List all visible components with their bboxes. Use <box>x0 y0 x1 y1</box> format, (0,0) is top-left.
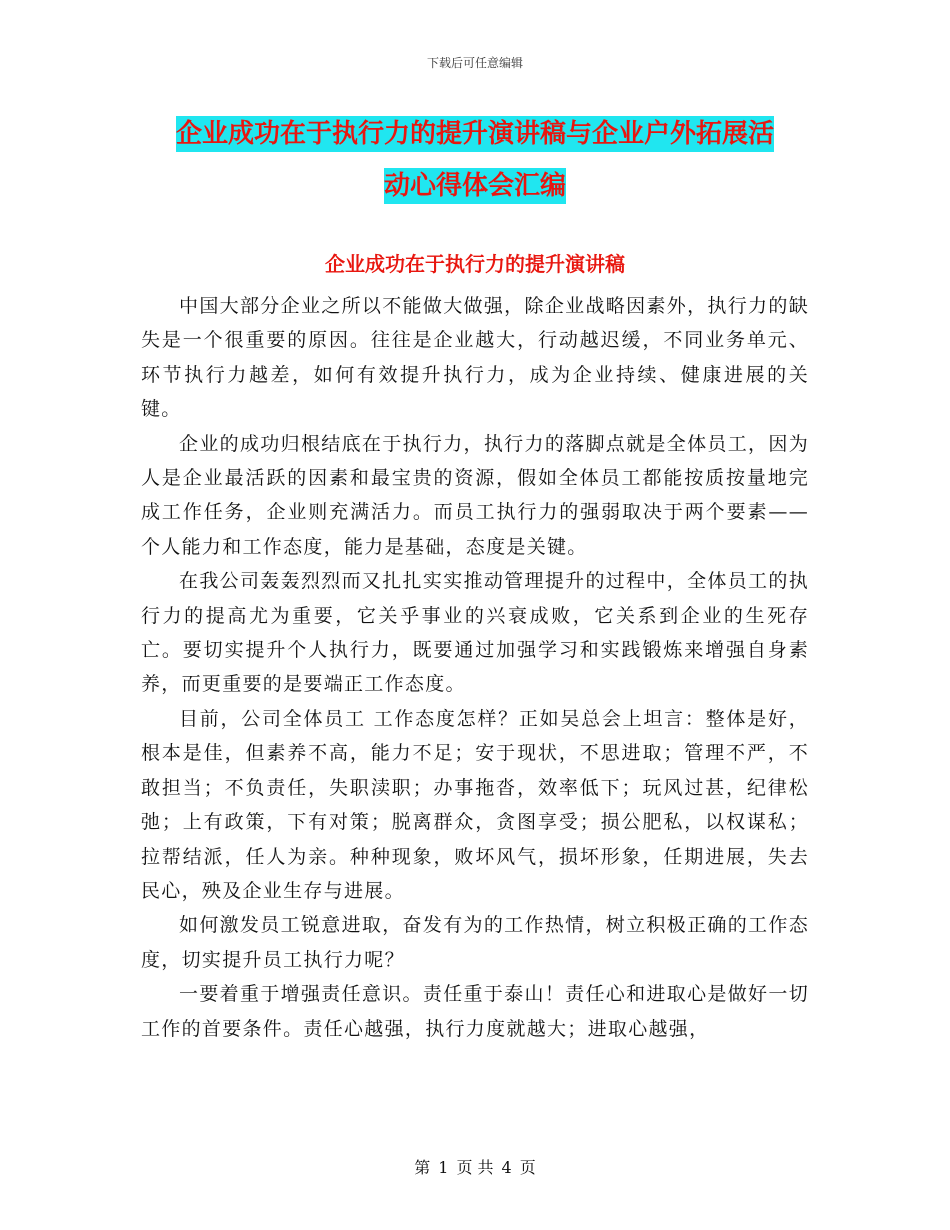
total-pages-number: 4 <box>501 1158 512 1177</box>
title-line-1: 企业成功在于执行力的提升演讲稿与企业户外拓展活 <box>176 116 774 152</box>
paragraph-2: 企业的成功归根结底在于执行力，执行力的落脚点就是全体员工，因为人是企业最活跃的因素和最宝贵的资源，假如全体员工都能按质按量地完成工作任务，企业则充满活力。而员工执行力的强弱取决于两个要素——个人能力和工作态度，能力是基础，态度是关键。 <box>141 432 809 558</box>
paragraph-4: 目前，公司全体员工 工作态度怎样？正如吴总会上坦言：整体是好，根本是佳，但素养不高，能力不足；安于现状，不思进取；管理不严，不敢担当；不负责任，失职渎职；办事拖沓，效率低下；玩风过甚，纪律松弛；上有政策，下有对策；脱离群众，贪图享受；损公肥私，以权谋私；拉帮结派，任人为亲。种种现象，败坏风气，损坏形象，任期进展，失去民心，殃及企业生存与进展。 <box>141 707 809 902</box>
paragraph-1: 中国大部分企业之所以不能做大做强，除企业战略因素外，执行力的缺失是一个很重要的原因。往往是企业越大，行动越迟缓，不同业务单元、环节执行力越差，如何有效提升执行力，成为企业持续、健康进展的关键。 <box>141 295 809 421</box>
footer-suffix: 页 <box>519 1158 536 1177</box>
document-title <box>140 108 810 212</box>
footer-prefix: 第 <box>414 1158 431 1177</box>
footer-middle: 页 共 <box>456 1158 494 1177</box>
header-note: 下载后可任意编辑 <box>426 56 523 70</box>
page-footer <box>0 1155 950 1178</box>
current-page-number: 1 <box>438 1158 449 1177</box>
body-text <box>141 289 809 1046</box>
paragraph-3: 在我公司轰轰烈烈而又扎扎实实推动管理提升的过程中，全体员工的执行力的提高尤为重要，它关乎事业的兴衰成败，它关系到企业的生死存亡。要切实提升个人执行力，既要通过加强学习和实践锻炼来增强自身素养，而更重要的是要端正工作态度。 <box>141 570 809 696</box>
title-line-2: 动心得体会汇编 <box>384 168 566 204</box>
paragraph-5: 如何激发员工锐意进取，奋发有为的工作热情，树立积极正确的工作态度，切实提升员工执行力呢？ <box>141 914 809 971</box>
paragraph-6: 一要着重于增强责任意识。责任重于泰山！责任心和进取心是做好一切工作的首要条件。责任心越强，执行力度就越大；进取心越强， <box>141 983 809 1040</box>
section-title: 企业成功在于执行力的提升演讲稿 <box>325 252 625 276</box>
